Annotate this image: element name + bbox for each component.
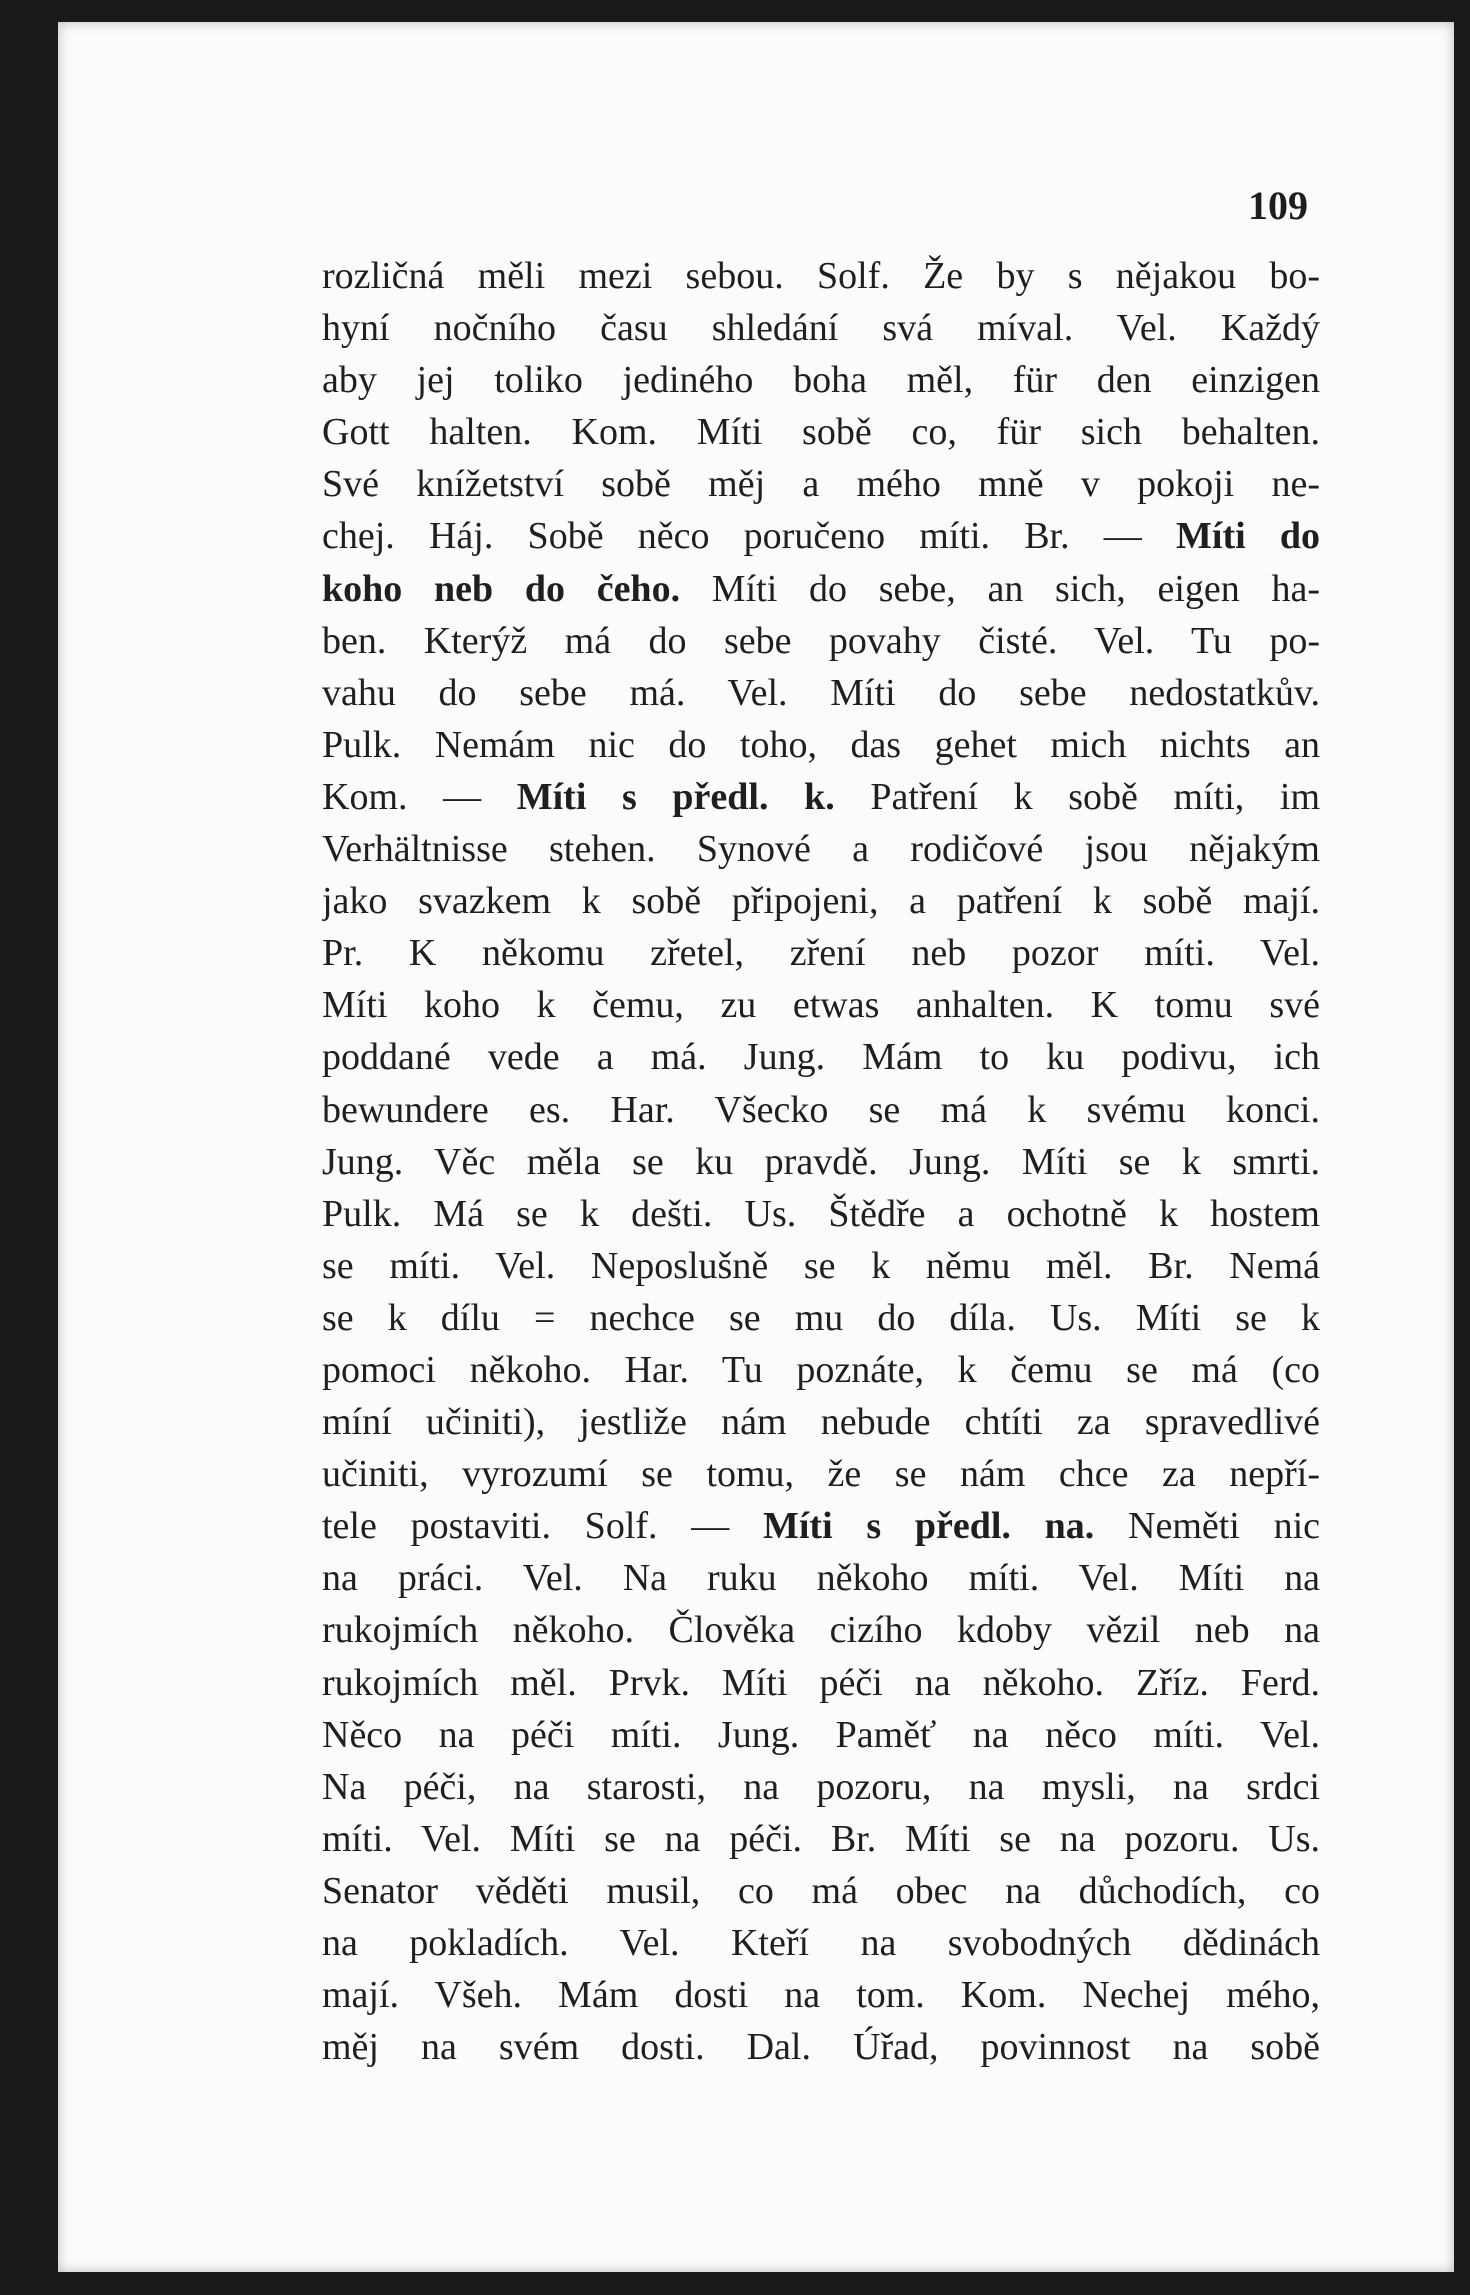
text-line (322, 979, 1320, 1031)
text-line (322, 615, 1320, 667)
text-run: Něco na péči míti. Jung. Paměť na něco míti. Vel. (322, 1713, 1320, 1756)
text-line (322, 250, 1320, 302)
text-line (322, 875, 1320, 927)
text-run: tele postaviti. Solf. — (322, 1505, 763, 1548)
text-run: Na péči, na starosti, na pozoru, na mysli, na srdci (322, 1765, 1320, 1808)
text-run: míní učiniti), jestliže nám nebude chtíti za spravedlivé (322, 1401, 1320, 1444)
bold-heading-run: Míti s předl. na. (762, 1505, 1095, 1548)
text-run: Patření k sobě míti, im (834, 775, 1320, 818)
text-run: měj na svém dosti. Dal. Úřad, povinnost na sobě (322, 2026, 1320, 2069)
text-run: se k dílu = nechce se mu do díla. Us. Míti se k (322, 1296, 1320, 1339)
text-line (322, 1865, 1320, 1917)
bold-heading-run: Míti s předl. k. (516, 775, 835, 818)
text-line (322, 1969, 1320, 2021)
text-run: Pr. K někomu zřetel, zření neb pozor míti. Vel. (322, 932, 1320, 975)
text-line (322, 1813, 1320, 1865)
text-line (322, 1396, 1320, 1448)
text-line (322, 1657, 1320, 1709)
text-line (322, 667, 1320, 719)
text-run: pomoci někoho. Har. Tu poznáte, k čemu se má (co (322, 1348, 1320, 1391)
text-line (322, 1917, 1320, 1969)
text-run: se míti. Vel. Neposlušně se k němu měl. Br. Nemá (322, 1244, 1320, 1287)
text-run: bewundere es. Har. Všecko se má k svému konci. (322, 1088, 1320, 1131)
book-page (58, 22, 1454, 2272)
text-run: Pulk. Nemám nic do toho, das gehet mich nichts an (322, 723, 1320, 766)
text-line (322, 1084, 1320, 1136)
text-line (322, 354, 1320, 406)
text-run: Pulk. Má se k dešti. Us. Štědře a ochotně k hostem (322, 1192, 1320, 1235)
text-line (322, 406, 1320, 458)
text-run: ben. Kterýž má do sebe povahy čisté. Vel. Tu po- (322, 619, 1320, 662)
text-line (322, 1031, 1320, 1083)
text-run: učiniti, vyrozumí se tomu, že se nám chce za nepří- (322, 1453, 1320, 1496)
text-line (322, 1240, 1320, 1292)
text-run: rukojmích někoho. Člověka cizího kdoby vězil neb na (322, 1609, 1320, 1652)
text-run: vahu do sebe má. Vel. Míti do sebe nedostatkův. (322, 671, 1320, 714)
text-line (322, 563, 1320, 615)
body-text (322, 250, 1320, 2073)
text-line (322, 458, 1320, 510)
text-run: aby jej toliko jediného boha měl, für den einzigen (322, 359, 1320, 402)
text-line (322, 1604, 1320, 1656)
text-run: rozličná měli mezi sebou. Solf. Že by s nějakou bo- (322, 255, 1320, 297)
text-line (322, 927, 1320, 979)
text-run: Neměti nic (1094, 1505, 1320, 1548)
text-run: Gott halten. Kom. Míti sobě co, für sich behalten. (322, 411, 1320, 454)
text-run: Své knížetství sobě měj a mého mně v pokoji ne- (322, 463, 1320, 506)
text-line (322, 719, 1320, 771)
text-run: jako svazkem k sobě připojeni, a patření k sobě mají. (322, 880, 1320, 923)
text-run: poddané vede a má. Jung. Mám to ku podivu, ich (322, 1036, 1320, 1079)
text-run: mají. Všeh. Mám dosti na tom. Kom. Nechej mého, (322, 1974, 1320, 2017)
text-run: hyní nočního času shledání svá míval. Vel. Každý (322, 307, 1320, 350)
text-run: na pokladích. Vel. Kteří na svobodných dědinách (322, 1922, 1320, 1964)
text-run: míti. Vel. Míti se na péči. Br. Míti se na pozoru. Us. (322, 1817, 1320, 1860)
text-line (322, 1448, 1320, 1500)
text-run: Kom. — (322, 775, 517, 818)
text-line (322, 1552, 1320, 1604)
text-run: Verhältnisse stehen. Synové a rodičové jsou nějakým (322, 828, 1320, 871)
text-line (322, 1709, 1320, 1761)
text-line (322, 823, 1320, 875)
text-line (322, 771, 1320, 823)
text-run: na práci. Vel. Na ruku někoho míti. Vel. Míti na (322, 1557, 1320, 1600)
text-line (322, 1761, 1320, 1813)
text-line (322, 1188, 1320, 1240)
text-line (322, 302, 1320, 354)
text-line (322, 1292, 1320, 1344)
text-line (322, 510, 1320, 562)
text-line (322, 1500, 1320, 1552)
page-number: 109 (1248, 183, 1308, 228)
text-run: Senator věděti musil, co má obec na důchodích, co (322, 1869, 1320, 1912)
text-run: Jung. Věc měla se ku pravdě. Jung. Míti se k smrti. (322, 1140, 1320, 1183)
bold-heading-run: koho neb do čeho. (322, 567, 681, 610)
text-run: rukojmích měl. Prvk. Míti péči na někoho. Zříz. Ferd. (322, 1661, 1320, 1704)
text-run: Míti do sebe, an sich, eigen ha- (680, 567, 1320, 610)
text-run: Míti koho k čemu, zu etwas anhalten. K tomu své (322, 984, 1320, 1027)
bold-heading-run: Míti do (1176, 515, 1320, 558)
text-line (322, 1136, 1320, 1188)
text-line (322, 1344, 1320, 1396)
text-run: chej. Háj. Sobě něco poručeno míti. Br. — (322, 515, 1177, 558)
text-line (322, 2021, 1320, 2073)
